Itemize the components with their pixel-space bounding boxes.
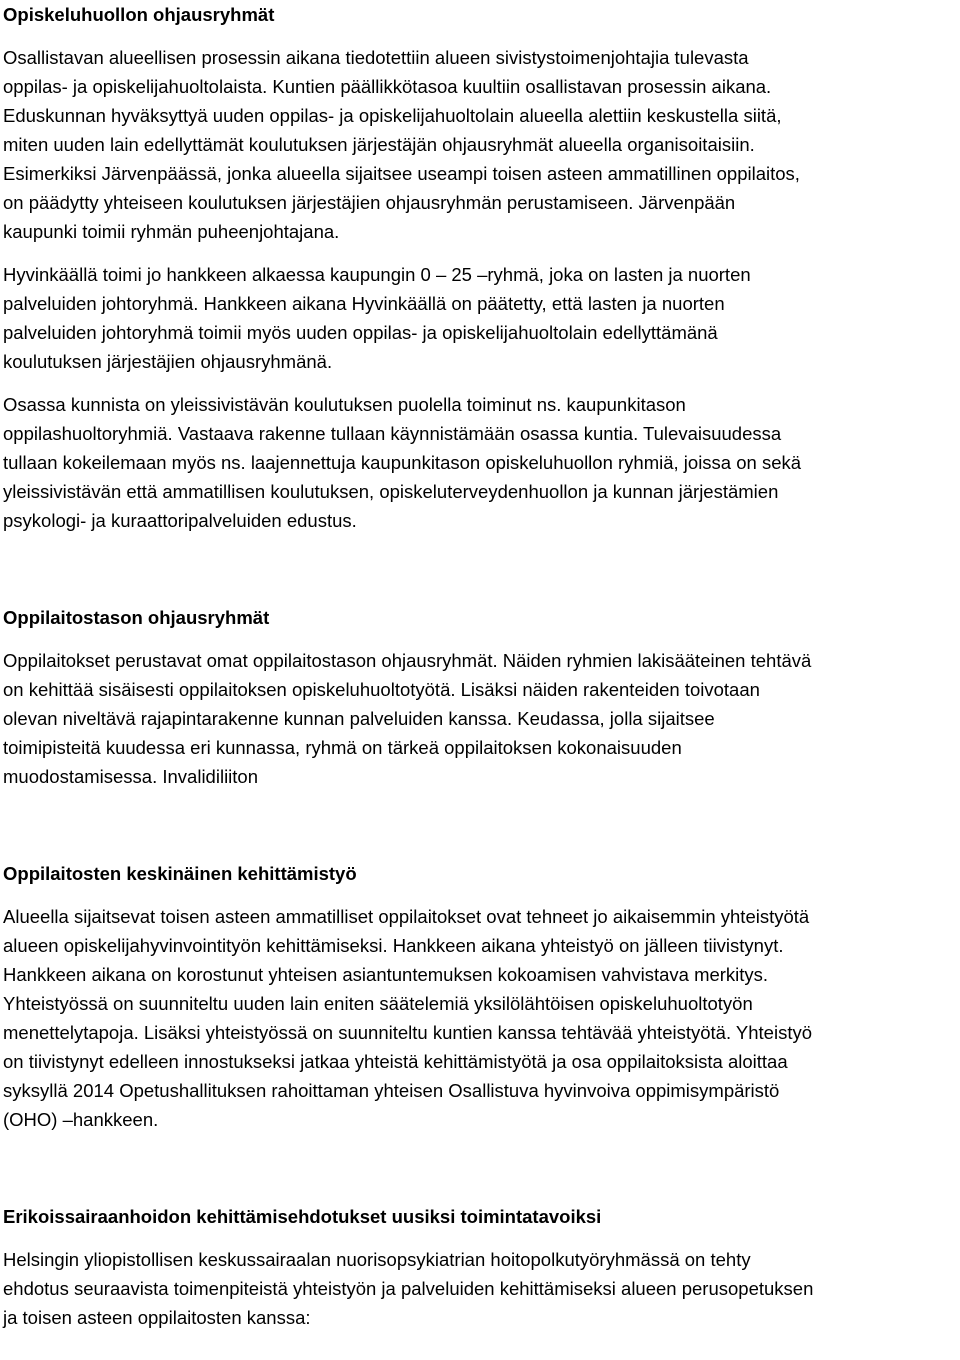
- section-heading: Oppilaitosten keskinäinen kehittämistyö: [3, 863, 357, 884]
- text-line: Osallistavan alueellisen prosessin aikana tiedotettiin alueen sivistystoimenjohtajia tulevasta: [3, 47, 749, 68]
- paragraph: [3, 1245, 957, 1332]
- paragraph: [3, 260, 957, 376]
- section-heading: Oppilaitostason ohjausryhmät: [3, 607, 270, 628]
- text-line: koulutuksen järjestäjien ohjausryhmänä.: [3, 351, 333, 372]
- text-line: Alueella sijaitsevat toisen asteen ammatilliset oppilaitokset ovat tehneet jo aikaisemmin yhteistyötä: [3, 906, 810, 927]
- paragraph: [3, 390, 957, 535]
- text-line: oppilas- ja opiskelijahuoltolaista. Kuntien päällikkötasoa kuultiin osallistavan prosessin aikana.: [3, 76, 772, 97]
- section-erikoissairaanhoidon-kehittamisehdotukset: [3, 1202, 957, 1332]
- text-line: menettelytapoja. Lisäksi yhteistyössä on suunniteltu kuntien kanssa tehtävää yhteistyötä. Yhteistyö: [3, 1022, 812, 1043]
- text-line: Helsingin yliopistollisen keskussairaalan nuorisopsykiatrian hoitopolkutyöryhmässä on tehty: [3, 1249, 751, 1270]
- text-line: olevan niveltävä rajapintarakenne kunnan palveluiden kanssa. Keudassa, jolla sijaitsee: [3, 708, 715, 729]
- paragraph: [3, 646, 957, 791]
- text-line: oppilashuoltoryhmiä. Vastaava rakenne tullaan käynnistämään osassa kuntia. Tulevaisuudessa: [3, 423, 782, 444]
- text-line: (OHO) –hankkeen.: [3, 1109, 159, 1130]
- section-oppilaitostason-ohjausryhmat: [3, 603, 957, 791]
- text-line: on tiivistynyt edelleen innostukseksi jatkaa yhteistä kehittämistyötä ja osa oppilaitoksista aloittaa: [3, 1051, 788, 1072]
- section-heading: Opiskeluhuollon ohjausryhmät: [3, 4, 275, 25]
- section-opiskeluhuollon-ohjausryhmat: [3, 0, 957, 535]
- text-line: ehdotus seuraavista toimenpiteistä yhteistyön ja palveluiden kehittämiseksi alueen perusopetuksen: [3, 1278, 814, 1299]
- text-line: syksyllä 2014 Opetushallituksen rahoittaman yhteisen Osallistuva hyvinvoiva oppimisympäristö: [3, 1080, 780, 1101]
- text-line: Esimerkiksi Järvenpäässä, jonka alueella sijaitsee useampi toisen asteen ammatillinen oppilaitos,: [3, 163, 800, 184]
- text-line: tullaan kokeilemaan myös ns. laajennettuja kaupunkitason opiskeluhuollon ryhmiä, joissa on sekä: [3, 452, 802, 473]
- text-line: on päädytty yhteiseen koulutuksen järjestäjien ohjausryhmän perustamiseen. Järvenpään: [3, 192, 736, 213]
- text-line: Eduskunnan hyväksyttyä uuden oppilas- ja opiskelijahuoltolain alueella alettiin keskustella siitä,: [3, 105, 782, 126]
- text-line: ja toisen asteen oppilaitosten kanssa:: [3, 1307, 311, 1328]
- text-line: Hankkeen aikana on korostunut yhteisen asiantuntemuksen kokoamisen vahvistava merkitys.: [3, 964, 769, 985]
- text-line: alueen opiskelijahyvinvointityön kehittämiseksi. Hankkeen aikana yhteistyö on jälleen tiivistynyt.: [3, 935, 784, 956]
- section-oppilaitosten-keskinainen-kehittamistyo: [3, 859, 957, 1134]
- text-line: palveluiden johtoryhmä. Hankkeen aikana Hyvinkäällä on päätetty, että lasten ja nuorten: [3, 293, 725, 314]
- section-heading: Erikoissairaanhoidon kehittämisehdotukset uusiksi toimintatavoiksi: [3, 1206, 602, 1227]
- paragraph: [3, 902, 957, 1134]
- text-line: psykologi- ja kuraattoripalveluiden edustus.: [3, 510, 357, 531]
- text-line: toimipisteitä kuudessa eri kunnassa, ryhmä on tärkeä oppilaitoksen kokonaisuuden: [3, 737, 682, 758]
- text-line: Yhteistyössä on suunniteltu uuden lain eniten säätelemiä yksilölähtöisen opiskeluhuoltotyön: [3, 993, 753, 1014]
- text-line: Osassa kunnista on yleissivistävän koulutuksen puolella toiminut ns. kaupunkitason: [3, 394, 686, 415]
- paragraph: [3, 43, 957, 246]
- text-line: muodostamisessa. Invalidiliiton: [3, 766, 259, 787]
- text-line: on kehittää sisäisesti oppilaitoksen opiskeluhuoltotyötä. Lisäksi näiden rakenteiden toivotaan: [3, 679, 760, 700]
- text-line: kaupunki toimii ryhmän puheenjohtajana.: [3, 221, 340, 242]
- document-page: [3, 0, 957, 1332]
- text-line: miten uuden lain edellyttämät koulutuksen järjestäjän ohjausryhmät alueella organisoitaisiin.: [3, 134, 755, 155]
- text-line: Oppilaitokset perustavat omat oppilaitostason ohjausryhmät. Näiden ryhmien lakisääteinen tehtävä: [3, 650, 812, 671]
- text-line: Hyvinkäällä toimi jo hankkeen alkaessa kaupungin 0 – 25 –ryhmä, joka on lasten ja nuorten: [3, 264, 751, 285]
- text-line: palveluiden johtoryhmä toimii myös uuden oppilas- ja opiskelijahuoltolain edellyttämänä: [3, 322, 718, 343]
- text-line: yleissivistävän että ammatillisen koulutuksen, opiskeluterveydenhuollon ja kunnan järjestämien: [3, 481, 779, 502]
